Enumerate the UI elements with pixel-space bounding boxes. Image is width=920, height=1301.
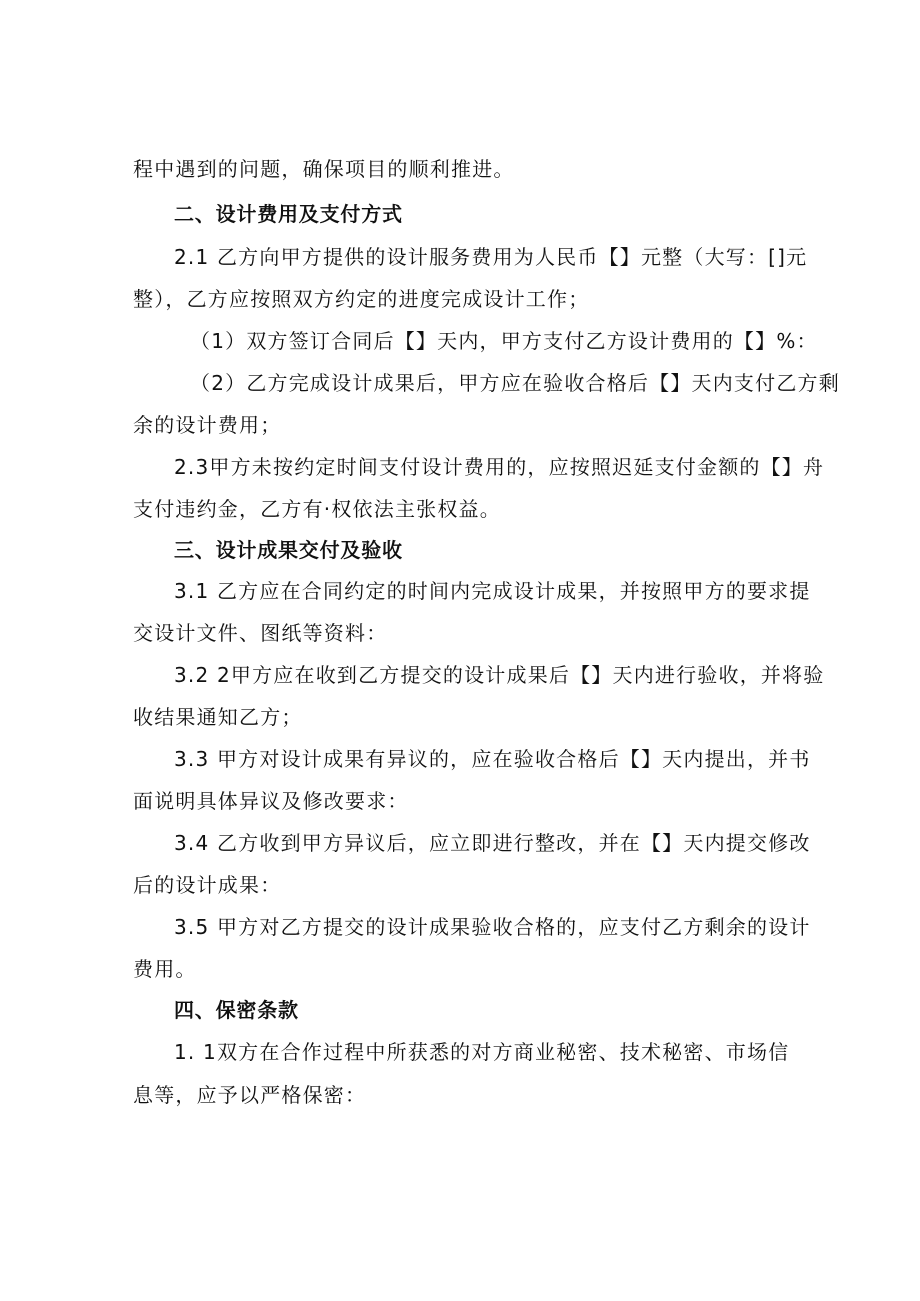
- paragraph-line: 1. 1双方在合作过程中所获悉的对方商业秘密、技术秘密、市场信: [174, 1040, 790, 1064]
- paragraph-line: 整），乙方应按照双方约定的进度完成设计工作；: [133, 287, 590, 311]
- paragraph-line: 2.1 乙方向甲方提供的设计服务费用为人民币【】元整（大写：[]元: [174, 245, 808, 269]
- section-heading: 三、设计成果交付及验收: [174, 538, 403, 562]
- paragraph-line: 程中遇到的问题，确保项目的顺利推进。: [133, 157, 515, 181]
- paragraph-line: 收结果通知乙方；: [133, 705, 303, 729]
- paragraph-line: 后的设计成果：: [133, 873, 282, 897]
- paragraph-line: 支付违约金，乙方有·权依法主张权益。: [133, 497, 501, 521]
- paragraph-line: 3.2 2甲方应在收到乙方提交的设计成果后【】天内进行验收，并将验: [174, 663, 825, 687]
- paragraph-line: 3.5 甲方对乙方提交的设计成果验收合格的，应支付乙方剩余的设计: [174, 915, 811, 939]
- paragraph-line: （2）乙方完成设计成果后，甲方应在验收合格后【】天内支付乙方剩: [190, 371, 840, 395]
- paragraph-line: 3.4 乙方收到甲方异议后，应立即进行整改，并在【】天内提交修改: [174, 831, 811, 855]
- paragraph-line: 面说明具体异议及修改要求：: [133, 789, 409, 813]
- section-heading: 四、保密条款: [174, 998, 299, 1022]
- paragraph-line: 交设计文件、图纸等资料：: [133, 621, 388, 645]
- paragraph-line: 3.1 乙方应在合同约定的时间内完成设计成果，并按照甲方的要求提: [174, 579, 811, 603]
- paragraph-line: 费用。: [133, 957, 197, 981]
- section-heading: 二、设计费用及支付方式: [174, 202, 403, 226]
- paragraph-line: 3.3 甲方对设计成果有异议的，应在验收合格后【】天内提出，并书: [174, 747, 811, 771]
- paragraph-line: （1）双方签订合同后【】天内，甲方支付乙方设计费用的【】%：: [190, 329, 818, 353]
- paragraph-line: 余的设计费用；: [133, 413, 282, 437]
- paragraph-line: 息等，应予以严格保密：: [133, 1083, 367, 1107]
- paragraph-line: 2.3甲方未按约定时间支付设计费用的，应按照迟延支付金额的【】舟: [174, 455, 825, 479]
